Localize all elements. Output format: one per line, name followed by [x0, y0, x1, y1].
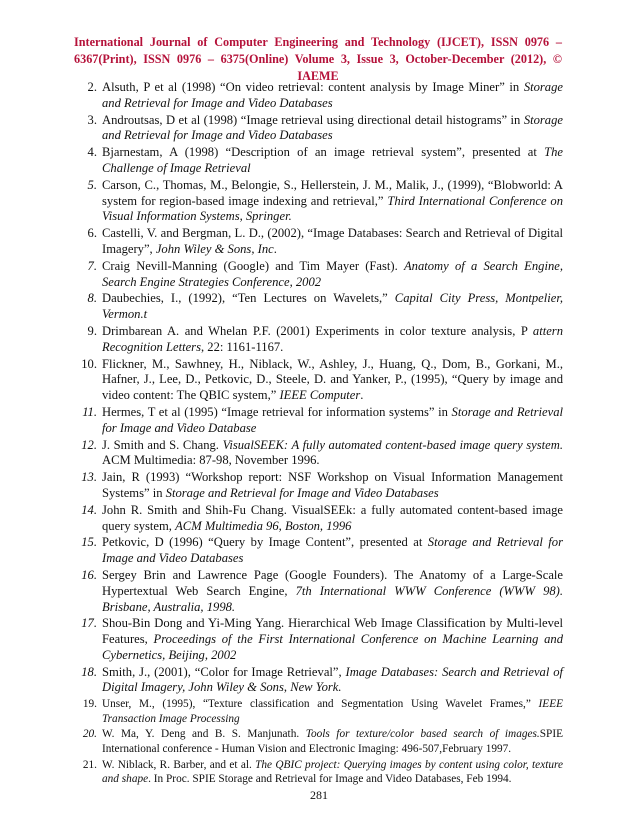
reference-item — [77, 758, 563, 787]
reference-source: IEEE Transaction Image Processing — [102, 698, 563, 725]
reference-text — [102, 665, 563, 697]
reference-number: 7. — [87, 258, 97, 273]
reference-item — [77, 470, 563, 502]
reference-text — [102, 357, 563, 404]
reference-source: Storage and Retrieval for Image and Video Databases — [165, 485, 439, 500]
reference-segment: W. Ma, Y. Deng and B. S. Manjunath. — [102, 728, 306, 741]
reference-item — [77, 535, 563, 567]
reference-number: 15. — [81, 535, 97, 550]
reference-segment: Jain, R (1993) “Workshop report: NSF Workshop on Visual Information Management Systems” in — [102, 470, 563, 500]
reference-segment: Drimbarean A. and Whelan P.F. (2001) Experiments in color texture analysis, P — [102, 323, 533, 338]
reference-source: 7th International WWW Conference (WWW 98). Brisbane, Australia, 1998. — [102, 583, 564, 614]
reference-segment: Sergey Brin and Lawrence Page (Google Founders). The Anatomy of a Large-Scale Hypertextual Web Search Engine, — [102, 567, 563, 598]
reference-source: Storage and Retrieval for Image and Video Databases — [102, 535, 563, 566]
reference-segment: . — [360, 388, 364, 403]
page-number: 281 — [310, 788, 328, 802]
reference-text — [102, 178, 563, 225]
reference-segment: Shou-Bin Dong and Yi-Ming Yang. Hierarchical Web Image Classification by Multi-level Features, — [102, 616, 563, 647]
reference-segment: ACM Multimedia: 87-98, November 1996. — [102, 453, 320, 468]
reference-source: attern Recognition Letters — [102, 323, 563, 354]
reference-segment: John R. Smith and Shih-Fu Chang. VisualSEEk: a fully automated content-based image query system, — [102, 502, 563, 533]
reference-number: 5. — [87, 177, 97, 192]
reference-source: VisualSEEK: A fully automated content-based image query system. — [222, 437, 563, 452]
reference-segment: Craig Nevill-Manning (Google) and Tim Mayer (Fast). — [102, 258, 404, 273]
reference-text — [102, 259, 563, 291]
reference-segment: Daubechies, I., (1992), “Ten Lectures on Wavelets,” — [102, 291, 395, 306]
reference-segment: Flickner, M., Sawhney, H., Niblack, W., Ashley, J., Huang, Q., Dom, B., Gorkani, M., Hafner, J., Lee, D., Petkovic, D., Steele, D. and Yanker, P., (1995), “Query by image and video content: The QBIC system,” — [102, 356, 563, 403]
reference-number: 14. — [81, 502, 97, 517]
reference-text — [102, 113, 563, 145]
reference-item — [77, 503, 563, 535]
reference-segment: Castelli, V. and Bergman, L. D., (2002), “Image Databases: Search and Retrieval of Digital Imagery”, — [102, 226, 563, 256]
reference-source: Image Databases: Search and Retrieval of Digital Imagery, John Wiley & Sons — [102, 664, 563, 695]
reference-text — [102, 324, 563, 356]
reference-text — [102, 503, 563, 535]
reference-text — [102, 470, 563, 502]
reference-source: John Wiley & Sons, Inc — [155, 241, 274, 256]
reference-source: Anatomy of a Search Engine, Search Engine Strategies Conference, 2002 — [102, 258, 563, 289]
reference-source: The QBIC project: Querying images by content using color, texture and shape — [102, 758, 563, 786]
reference-text — [102, 438, 563, 470]
reference-list — [77, 80, 563, 788]
reference-number: 9. — [87, 323, 97, 338]
reference-segment: Carson, C., Thomas, M., Belongie, S., Hellerstein, J. M., Malik, J., (1999), “Blobworld: A system for region-based image indexing and retrieval,” — [102, 177, 563, 208]
reference-segment: Petkovic, D (1996) “Query by Image Content”, presented at — [102, 535, 428, 550]
reference-number: 2. — [87, 80, 97, 94]
reference-segment: Unser, M., (1995), “Texture classification and Segmentation Using Wavelet Frames,” — [102, 698, 539, 711]
reference-source: ACM Multimedia 96, Boston, 1996 — [175, 518, 352, 533]
reference-text — [102, 291, 563, 323]
reference-number: 10. — [81, 356, 97, 371]
reference-source: New York. — [290, 680, 342, 695]
reference-text — [102, 145, 563, 177]
reference-number: 17. — [81, 616, 97, 631]
reference-item — [77, 145, 563, 177]
reference-item — [77, 405, 563, 437]
reference-source: Third International Conference on Visual Information Systems, Springer. — [102, 193, 563, 224]
reference-source: Storage and Retrieval for Image and Video Database — [102, 404, 563, 435]
reference-text — [102, 568, 563, 615]
reference-segment: Hermes, T et al (1995) “Image retrieval for information systems” in — [102, 404, 452, 419]
reference-number: 8. — [87, 291, 97, 306]
reference-text — [102, 697, 563, 726]
reference-source: Proceedings of the First International Conference on Machine Learning and Cybernetics, Beijing, 2002 — [102, 632, 563, 662]
reference-number: 6. — [87, 226, 97, 241]
reference-source: Capital City Press, Montpelier, Vermon.t — [102, 291, 563, 322]
reference-number: 19. — [82, 698, 97, 711]
reference-segment: . In Proc. SPIE Storage and Retrieval for Image and Video Databases, Feb 1994. — [148, 773, 512, 786]
reference-segment: , 22: 1161-1167. — [201, 339, 284, 354]
reference-item — [77, 568, 563, 615]
reference-segment: Androutsas, D et al (1998) “Image retrieval using directional detail histograms” in — [102, 112, 524, 127]
reference-source: IEEE Computer — [279, 388, 361, 403]
reference-number: 16. — [81, 567, 97, 582]
reference-segment: J. Smith and S. Chang. — [102, 437, 223, 452]
reference-source: Storage and Retrieval for Image and Video Databases — [102, 112, 563, 143]
reference-item — [77, 80, 563, 112]
reference-item — [77, 324, 563, 356]
reference-segment: Alsuth, P et al (1998) “On video retrieval: content analysis by Image Miner” in — [102, 80, 524, 94]
reference-segment: Bjarnestam, A (1998) “Description of an image retrieval system”, presented at — [102, 145, 545, 160]
reference-source: The Challenge of Image Retrieval — [102, 145, 563, 175]
reference-text — [102, 616, 563, 663]
reference-item — [77, 178, 563, 225]
reference-item — [77, 438, 563, 470]
reference-item — [77, 226, 563, 258]
reference-number: 20. — [82, 728, 97, 741]
reference-number: 3. — [87, 112, 97, 127]
reference-text — [102, 727, 563, 756]
reference-item — [77, 616, 563, 663]
reference-text — [102, 758, 563, 787]
reference-item — [77, 357, 563, 404]
reference-item — [77, 697, 563, 726]
reference-item — [77, 665, 563, 697]
reference-source: Storage and Retrieval for Image and Video Databases — [102, 80, 563, 110]
reference-number: 11. — [82, 404, 97, 419]
reference-segment: , — [283, 680, 291, 695]
journal-header: International Journal of Computer Engineering and Technology (IJCET), ISSN 0976 – 6367(Print), ISSN 0976 – 6375(Online) Volume 3, Issue 3, October-December (2012), © IAEME — [74, 35, 562, 83]
reference-number: 18. — [81, 664, 97, 679]
reference-text — [102, 226, 563, 258]
reference-text — [102, 80, 563, 112]
reference-segment: Smith, J., (2001), “Color for Image Retrieval”, — [102, 664, 346, 679]
reference-source: Tools for texture/color based search of images. — [305, 728, 540, 741]
reference-number: 21. — [82, 758, 97, 771]
reference-item — [77, 259, 563, 291]
reference-number: 4. — [87, 145, 97, 160]
reference-segment: SPIE International conference - Human Vision and Electronic Imaging: 496-507,February 1997. — [102, 728, 563, 756]
reference-text — [102, 535, 563, 567]
reference-item — [77, 727, 563, 756]
reference-text — [102, 405, 563, 437]
reference-item — [77, 291, 563, 323]
reference-segment: W. Niblack, R. Barber, and et al. — [102, 758, 256, 771]
reference-segment: . — [273, 241, 277, 256]
reference-item — [77, 113, 563, 145]
reference-number: 13. — [81, 470, 97, 485]
reference-number: 12. — [81, 437, 97, 452]
